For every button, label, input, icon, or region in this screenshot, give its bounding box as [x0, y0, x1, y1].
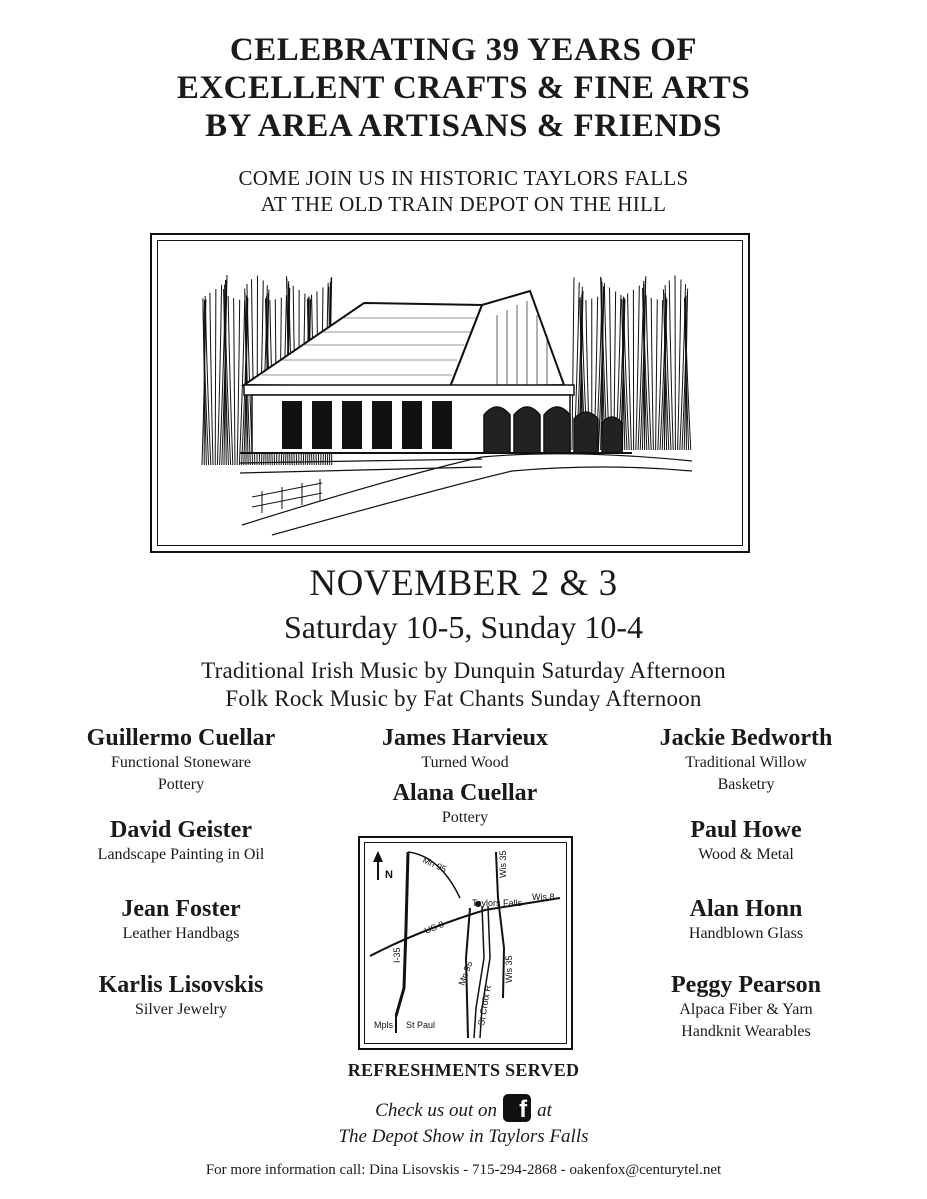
- artist-alan-honn: [596, 895, 896, 945]
- artist-craft: Traditional Willow: [685, 754, 807, 771]
- artist-name: Jean Foster: [121, 896, 241, 922]
- artist-craft: Handknit Wearables: [681, 1023, 811, 1040]
- artist-craft: Functional Stoneware: [111, 754, 251, 771]
- artist-david-geister: [31, 816, 331, 866]
- map-label-mn95-lower: Mn 95: [456, 959, 475, 987]
- artist-karlis-lisovskis: [31, 971, 331, 1021]
- north-arrow-icon: [373, 851, 383, 880]
- event-hours: Saturday 10-5, Sunday 10-4: [283, 609, 644, 645]
- facebook-prefix: Check us out on: [375, 1100, 498, 1121]
- music-schedule: [0, 657, 927, 713]
- map-label-wis35: Wis 35: [498, 850, 508, 878]
- artist-craft: Pottery: [441, 809, 489, 826]
- artist-name: Peggy Pearson: [671, 972, 821, 998]
- refreshments-note: REFRESHMENTS SERVED: [347, 1060, 580, 1080]
- headline-line-2: EXCELLENT CRAFTS & FINE ARTS: [176, 70, 751, 106]
- depot-illustration: [152, 235, 748, 551]
- depot-illustration-frame: [150, 233, 750, 553]
- artist-name: Jackie Bedworth: [659, 725, 833, 751]
- artist-craft: Landscape Painting in Oil: [97, 846, 265, 863]
- music-sunday: Folk Rock Music by Fat Chants Sunday Afternoon: [225, 686, 702, 711]
- artist-name: James Harvieux: [382, 725, 548, 751]
- artist-craft: Turned Wood: [421, 754, 509, 771]
- artist-james-harvieux: [315, 724, 615, 774]
- artist-peggy-pearson: [596, 971, 896, 1043]
- headline-line-3: BY AREA ARTISANS & FRIENDS: [205, 108, 722, 144]
- map-label-taylors-falls: Taylors Falls: [472, 898, 523, 908]
- facebook-callout: [0, 1094, 927, 1150]
- artist-name: Paul Howe: [690, 817, 802, 843]
- facebook-page-name: The Depot Show in Taylors Falls: [338, 1126, 589, 1147]
- facebook-suffix: at: [537, 1100, 552, 1121]
- contact-footer: For more information call: Dina Lisovskis - 715-294-2868 - oakenfox@centurytel.net: [205, 1162, 722, 1178]
- headline: [0, 31, 927, 145]
- artist-name: Alan Honn: [689, 896, 803, 922]
- artist-craft: Basketry: [717, 776, 775, 793]
- artist-craft: Leather Handbags: [122, 925, 240, 942]
- map-label-wis8: Wis 8: [532, 892, 555, 902]
- artist-craft: Silver Jewelry: [135, 1001, 227, 1018]
- artist-name: Guillermo Cuellar: [86, 725, 276, 751]
- map-label-north: N: [385, 869, 393, 881]
- map-label-wis35-lower: Wis 35: [504, 955, 514, 983]
- location-map: [358, 836, 573, 1050]
- map-label-mn95: Mn 95: [421, 854, 449, 875]
- subheadline-line-2: AT THE OLD TRAIN DEPOT ON THE HILL: [260, 192, 667, 216]
- artist-craft: Wood & Metal: [698, 846, 794, 863]
- map-label-i35: I-35: [392, 947, 402, 963]
- music-saturday: Traditional Irish Music by Dunquin Saturday Afternoon: [201, 658, 726, 683]
- artist-name: David Geister: [110, 817, 252, 843]
- event-date: NOVEMBER 2 & 3: [309, 563, 618, 604]
- artist-paul-howe: [596, 816, 896, 866]
- artist-name: Karlis Lisovskis: [98, 972, 264, 998]
- facebook-icon[interactable]: f: [503, 1094, 531, 1122]
- headline-line-1: CELEBRATING 39 YEARS OF: [229, 32, 698, 68]
- artist-alana-cuellar: [315, 779, 615, 829]
- artist-jean-foster: [31, 895, 331, 945]
- map-label-mpls: Mpls: [374, 1020, 394, 1030]
- artist-craft: Handblown Glass: [688, 925, 804, 942]
- map-label-us8: US 8: [423, 919, 446, 936]
- artist-guillermo-cuellar: [31, 724, 331, 796]
- artist-jackie-bedworth: [596, 724, 896, 796]
- subheadline-line-1: COME JOIN US IN HISTORIC TAYLORS FALLS: [238, 166, 689, 190]
- map-label-st-croix: St Croix R: [476, 984, 494, 1027]
- subheadline: [0, 165, 927, 217]
- map-label-st-paul: St Paul: [406, 1020, 436, 1030]
- artist-craft: Alpaca Fiber & Yarn: [679, 1001, 813, 1018]
- artist-craft: Pottery: [157, 776, 205, 793]
- artist-name: Alana Cuellar: [392, 780, 538, 806]
